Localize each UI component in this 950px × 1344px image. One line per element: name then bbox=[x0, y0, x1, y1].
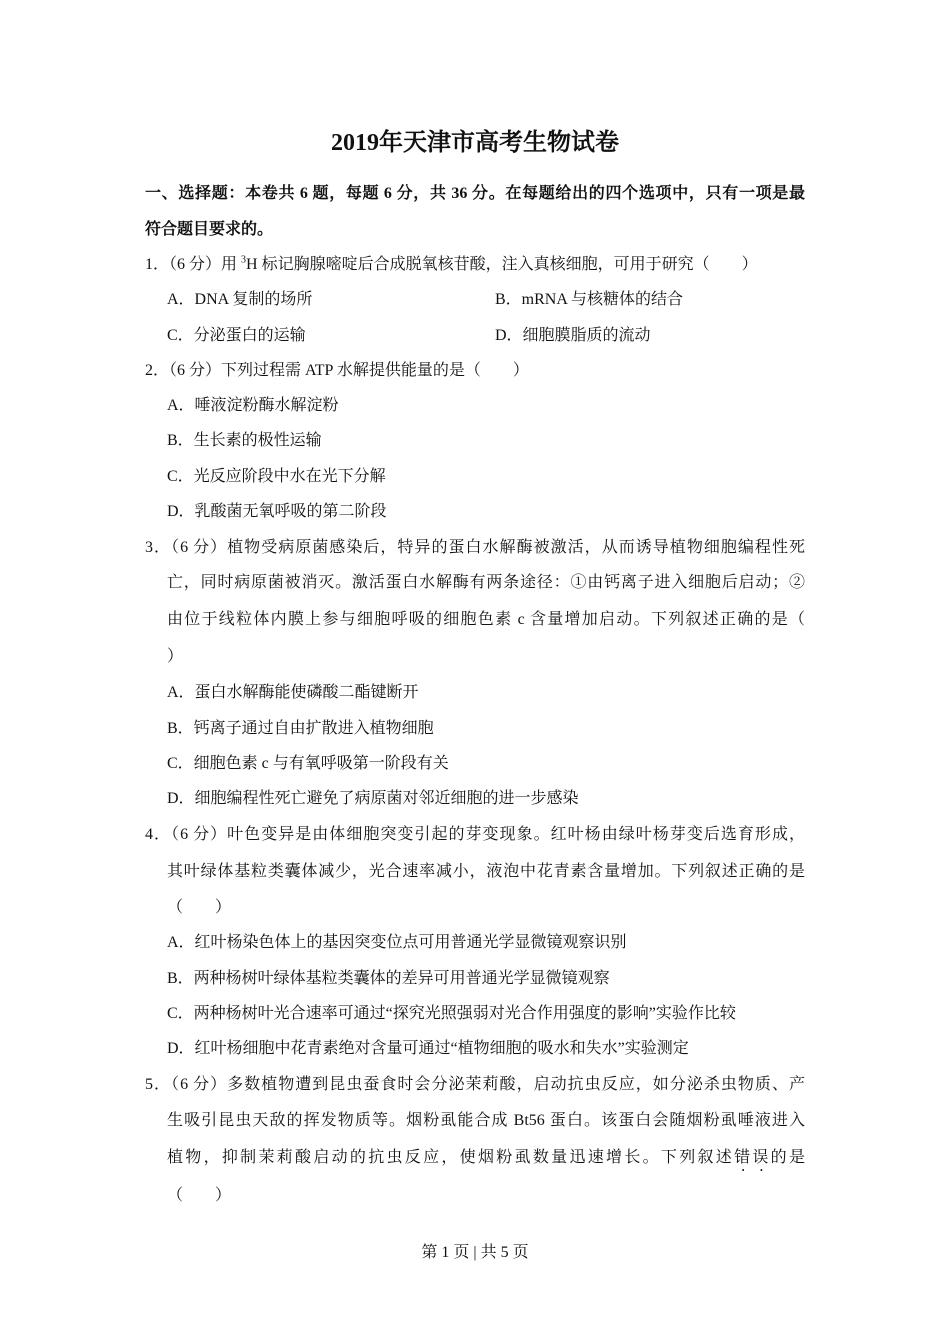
question-5-stem-line4: （ ） bbox=[167, 1187, 232, 1204]
q1-pre: 1．（6 分）用 bbox=[145, 256, 242, 273]
question-4-stem-line2: 其叶绿体基粒类囊体减少，光合速率减小，液泡中花青素含量增加。下列叙述正确的是 bbox=[167, 863, 805, 880]
q1-option-a: A．DNA 复制的场所 bbox=[167, 291, 313, 308]
q1-option-d: D．细胞膜脂质的流动 bbox=[495, 327, 651, 344]
page-footer: 第 1 页 | 共 5 页 bbox=[421, 1244, 529, 1261]
q1-option-c: C．分泌蛋白的运输 bbox=[167, 327, 306, 344]
question-5-stem-line3 bbox=[167, 1148, 805, 1175]
question-3-stem-line2: 亡，同时病原菌被消灭。激活蛋白水解酶有两条途径：①由钙离子进入细胞后启动；② bbox=[167, 574, 805, 591]
q4-option-c: C．两种杨树叶光合速率可通过“探究光照强弱对光合作用强度的影响”实验作比较 bbox=[167, 1005, 736, 1022]
question-5-stem: 5．（6 分）多数植物遭到昆虫蚕食时会分泌茉莉酸，启动抗虫反应，如分泌杀虫物质、产 bbox=[145, 1076, 805, 1093]
q4-option-b: B．两种杨树叶绿体基粒类囊体的差异可用普通光学显微镜观察 bbox=[167, 970, 610, 987]
question-4-stem-line3: （ ） bbox=[167, 899, 232, 916]
q4-option-a: A．红叶杨染色体上的基因突变位点可用普通光学显微镜观察识别 bbox=[167, 934, 627, 951]
q5-emphasis: 错误 bbox=[734, 1149, 771, 1166]
section-heading-cont: 符合题目要求的。 bbox=[145, 221, 274, 238]
q3-option-b: B．钙离子通过自由扩散进入植物细胞 bbox=[167, 720, 434, 737]
question-3-stem-line4: ） bbox=[167, 648, 184, 665]
question-1-stem bbox=[145, 255, 758, 275]
q3-option-a: A．蛋白水解酶能使磷酸二酯键断开 bbox=[167, 684, 419, 701]
q4-option-d: D．红叶杨细胞中花青素绝对含量可通过“植物细胞的吸水和失水”实验测定 bbox=[167, 1040, 689, 1057]
q2-option-c: C．光反应阶段中水在光下分解 bbox=[167, 468, 386, 485]
q1-option-b: B．mRNA 与核糖体的结合 bbox=[495, 291, 684, 308]
question-3-stem: 3．（6 分）植物受病原菌感染后，特异的蛋白水解酶被激活，从而诱导植物细胞编程性死 bbox=[145, 539, 805, 556]
q3-option-c: C．细胞色素 c 与有氧呼吸第一阶段有关 bbox=[167, 755, 449, 772]
page-title: 2019年天津市高考生物试卷 bbox=[331, 130, 619, 156]
question-2-stem: 2．（6 分）下列过程需 ATP 水解提供能量的是（ ） bbox=[145, 362, 529, 379]
q2-option-d: D．乳酸菌无氧呼吸的第二阶段 bbox=[167, 503, 387, 520]
q2-option-a: A．唾液淀粉酶水解淀粉 bbox=[167, 397, 339, 414]
q5-line3-post: 的是 bbox=[770, 1149, 805, 1166]
q1-superscript: 3 bbox=[241, 254, 247, 266]
q1-post: H 标记胸腺嘧啶后合成脱氧核苷酸，注入真核细胞，可用于研究（ ） bbox=[246, 256, 758, 273]
question-3-stem-line3: 由位于线粒体内膜上参与细胞呼吸的细胞色素 c 含量增加启动。下列叙述正确的是（ bbox=[167, 611, 805, 628]
q3-option-d: D．细胞编程性死亡避免了病原菌对邻近细胞的进一步感染 bbox=[167, 790, 579, 807]
q5-line3-pre: 植物，抑制茉莉酸启动的抗虫反应，使烟粉虱数量迅速增长。下列叙述 bbox=[167, 1149, 735, 1166]
q2-option-b: B．生长素的极性运输 bbox=[167, 432, 322, 449]
question-4-stem: 4．（6 分）叶色变异是由体细胞突变引起的芽变现象。红叶杨由绿叶杨芽变后选育形成， bbox=[145, 826, 805, 843]
section-heading: 一、选择题：本卷共 6 题，每题 6 分，共 36 分。在每题给出的四个选项中，只有一项是最 bbox=[145, 185, 805, 202]
question-5-stem-line2: 生吸引昆虫天敌的挥发物质等。烟粉虱能合成 Bt56 蛋白。该蛋白会随烟粉虱唾液进入 bbox=[167, 1112, 805, 1129]
